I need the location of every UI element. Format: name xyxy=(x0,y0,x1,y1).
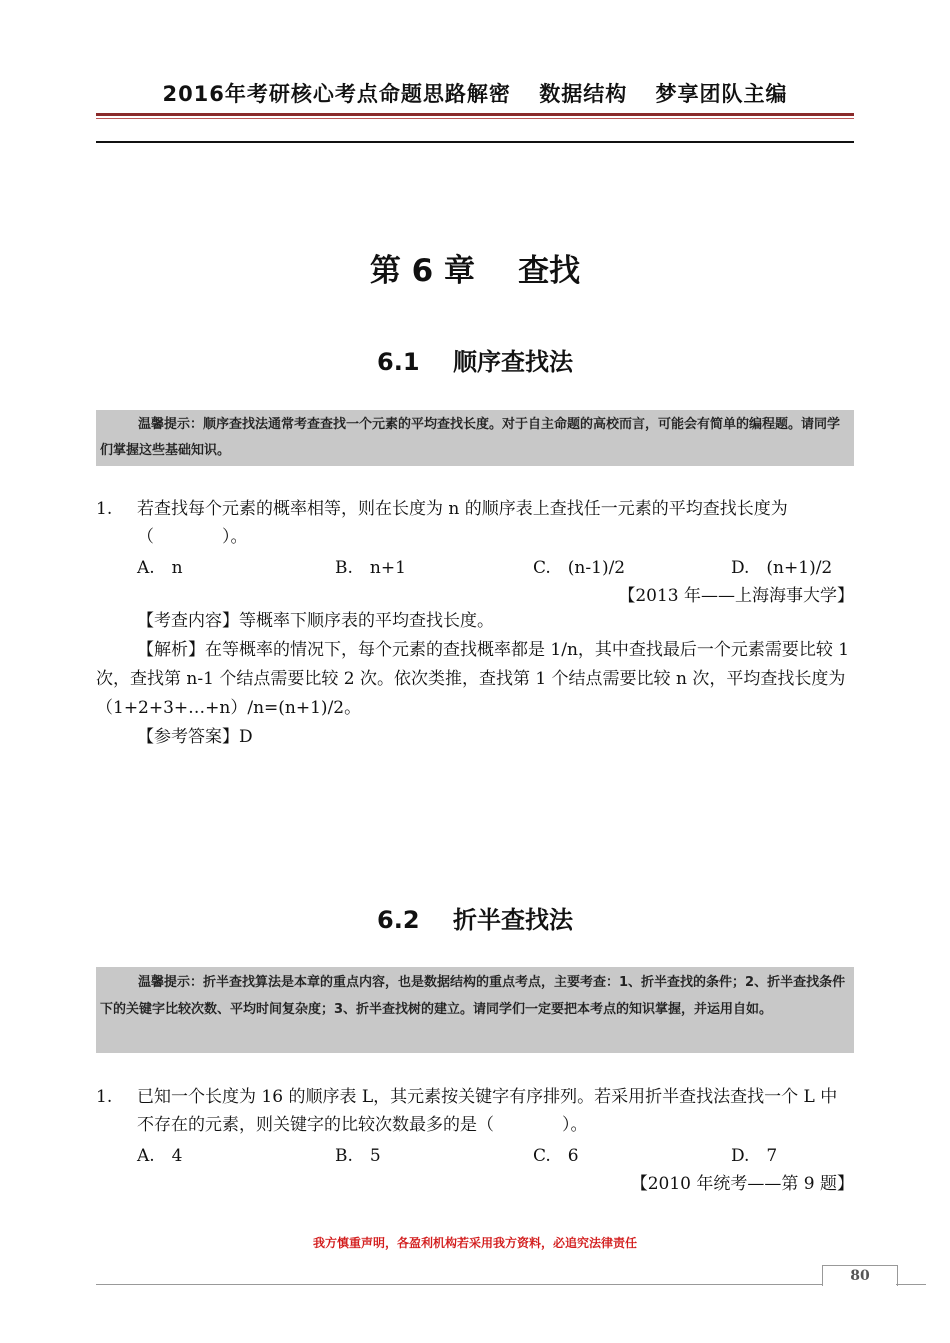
header-rule-red xyxy=(96,113,854,116)
footer-rule xyxy=(96,1284,854,1285)
option-c: C. (n-1)/2 xyxy=(533,558,626,578)
page-number: 80 xyxy=(822,1265,898,1286)
question-source: 【2010 年统考——第 9 题】 xyxy=(630,1174,854,1194)
editor-credit: 梦享团队主编 xyxy=(655,82,788,106)
question-stem: 已知一个长度为 16 的顺序表 L，其元素按关键字有序排列。若采用折半查找法查找一个 L 中不存在的元素，则关键字的比较次数最多的是（ ）。 xyxy=(137,1087,838,1135)
copyright-notice: 我方慎重声明，各盈利机构若采用我方资料，必追究法律责任 xyxy=(312,1236,637,1250)
exam-content: 【考查内容】等概率下顺序表的平均查找长度。 xyxy=(137,611,494,631)
chapter-title: 第 6 章 查找 xyxy=(369,253,581,289)
analysis: 【解析】在等概率的情况下，每个元素的查找概率都是 1/n，其中查找最后一个元素需要比较 1 次，查找第 n-1 个结点需要比较 2 次。依次类推，查找第 1 个结点需要比较 n 次，平均查找长度为（1+2+3+…+n）/n=(n+1)/2。 xyxy=(96,640,850,718)
option-b: B. n+1 xyxy=(335,558,406,578)
question-number: 1. xyxy=(96,1087,113,1107)
option-b: B. 5 xyxy=(335,1146,381,1166)
question-stem: 若查找每个元素的概率相等，则在长度为 n 的顺序表上查找任一元素的平均查找长度为（ ）。 xyxy=(137,499,788,547)
options-6-1-1 xyxy=(137,553,857,581)
subject-name: 数据结构 xyxy=(539,82,628,106)
section-title-6-1: 6.1 顺序查找法 xyxy=(377,348,573,376)
running-header xyxy=(96,78,854,108)
reference-answer: 【参考答案】D xyxy=(137,727,253,747)
question-6-1-1 xyxy=(96,495,854,551)
book-title: 2016年考研核心考点命题思路解密 xyxy=(162,82,511,106)
option-d: D. (n+1)/2 xyxy=(731,558,833,578)
header-rule-black xyxy=(96,141,854,143)
option-c: C. 6 xyxy=(533,1146,579,1166)
question-6-2-1 xyxy=(96,1083,854,1139)
header-rule-red-thin xyxy=(96,118,854,119)
option-d: D. 7 xyxy=(731,1146,778,1166)
tip-box-6-2: 温馨提示：折半查找算法是本章的重点内容，也是数据结构的重点考点，主要考查：1、折半查找的条件；2、折半查找条件下的关键字比较次数、平均时间复杂度；3、折半查找树的建立。请同学们一定要把本考点的知识掌握，并运用自如。 xyxy=(96,967,854,1053)
footer-rule-tail xyxy=(896,1284,926,1285)
question-number: 1. xyxy=(96,499,113,519)
section-title-6-2: 6.2 折半查找法 xyxy=(377,906,573,934)
option-a: A. n xyxy=(137,558,183,578)
option-a: A. 4 xyxy=(137,1146,183,1166)
tip-box-6-1: 温馨提示：顺序查找法通常考查查找一个元素的平均查找长度。对于自主命题的高校而言，可能会有简单的编程题。请同学们掌握这些基础知识。 xyxy=(96,410,854,466)
options-6-2-1 xyxy=(137,1141,857,1169)
question-source: 【2013 年——上海海事大学】 xyxy=(618,586,854,606)
